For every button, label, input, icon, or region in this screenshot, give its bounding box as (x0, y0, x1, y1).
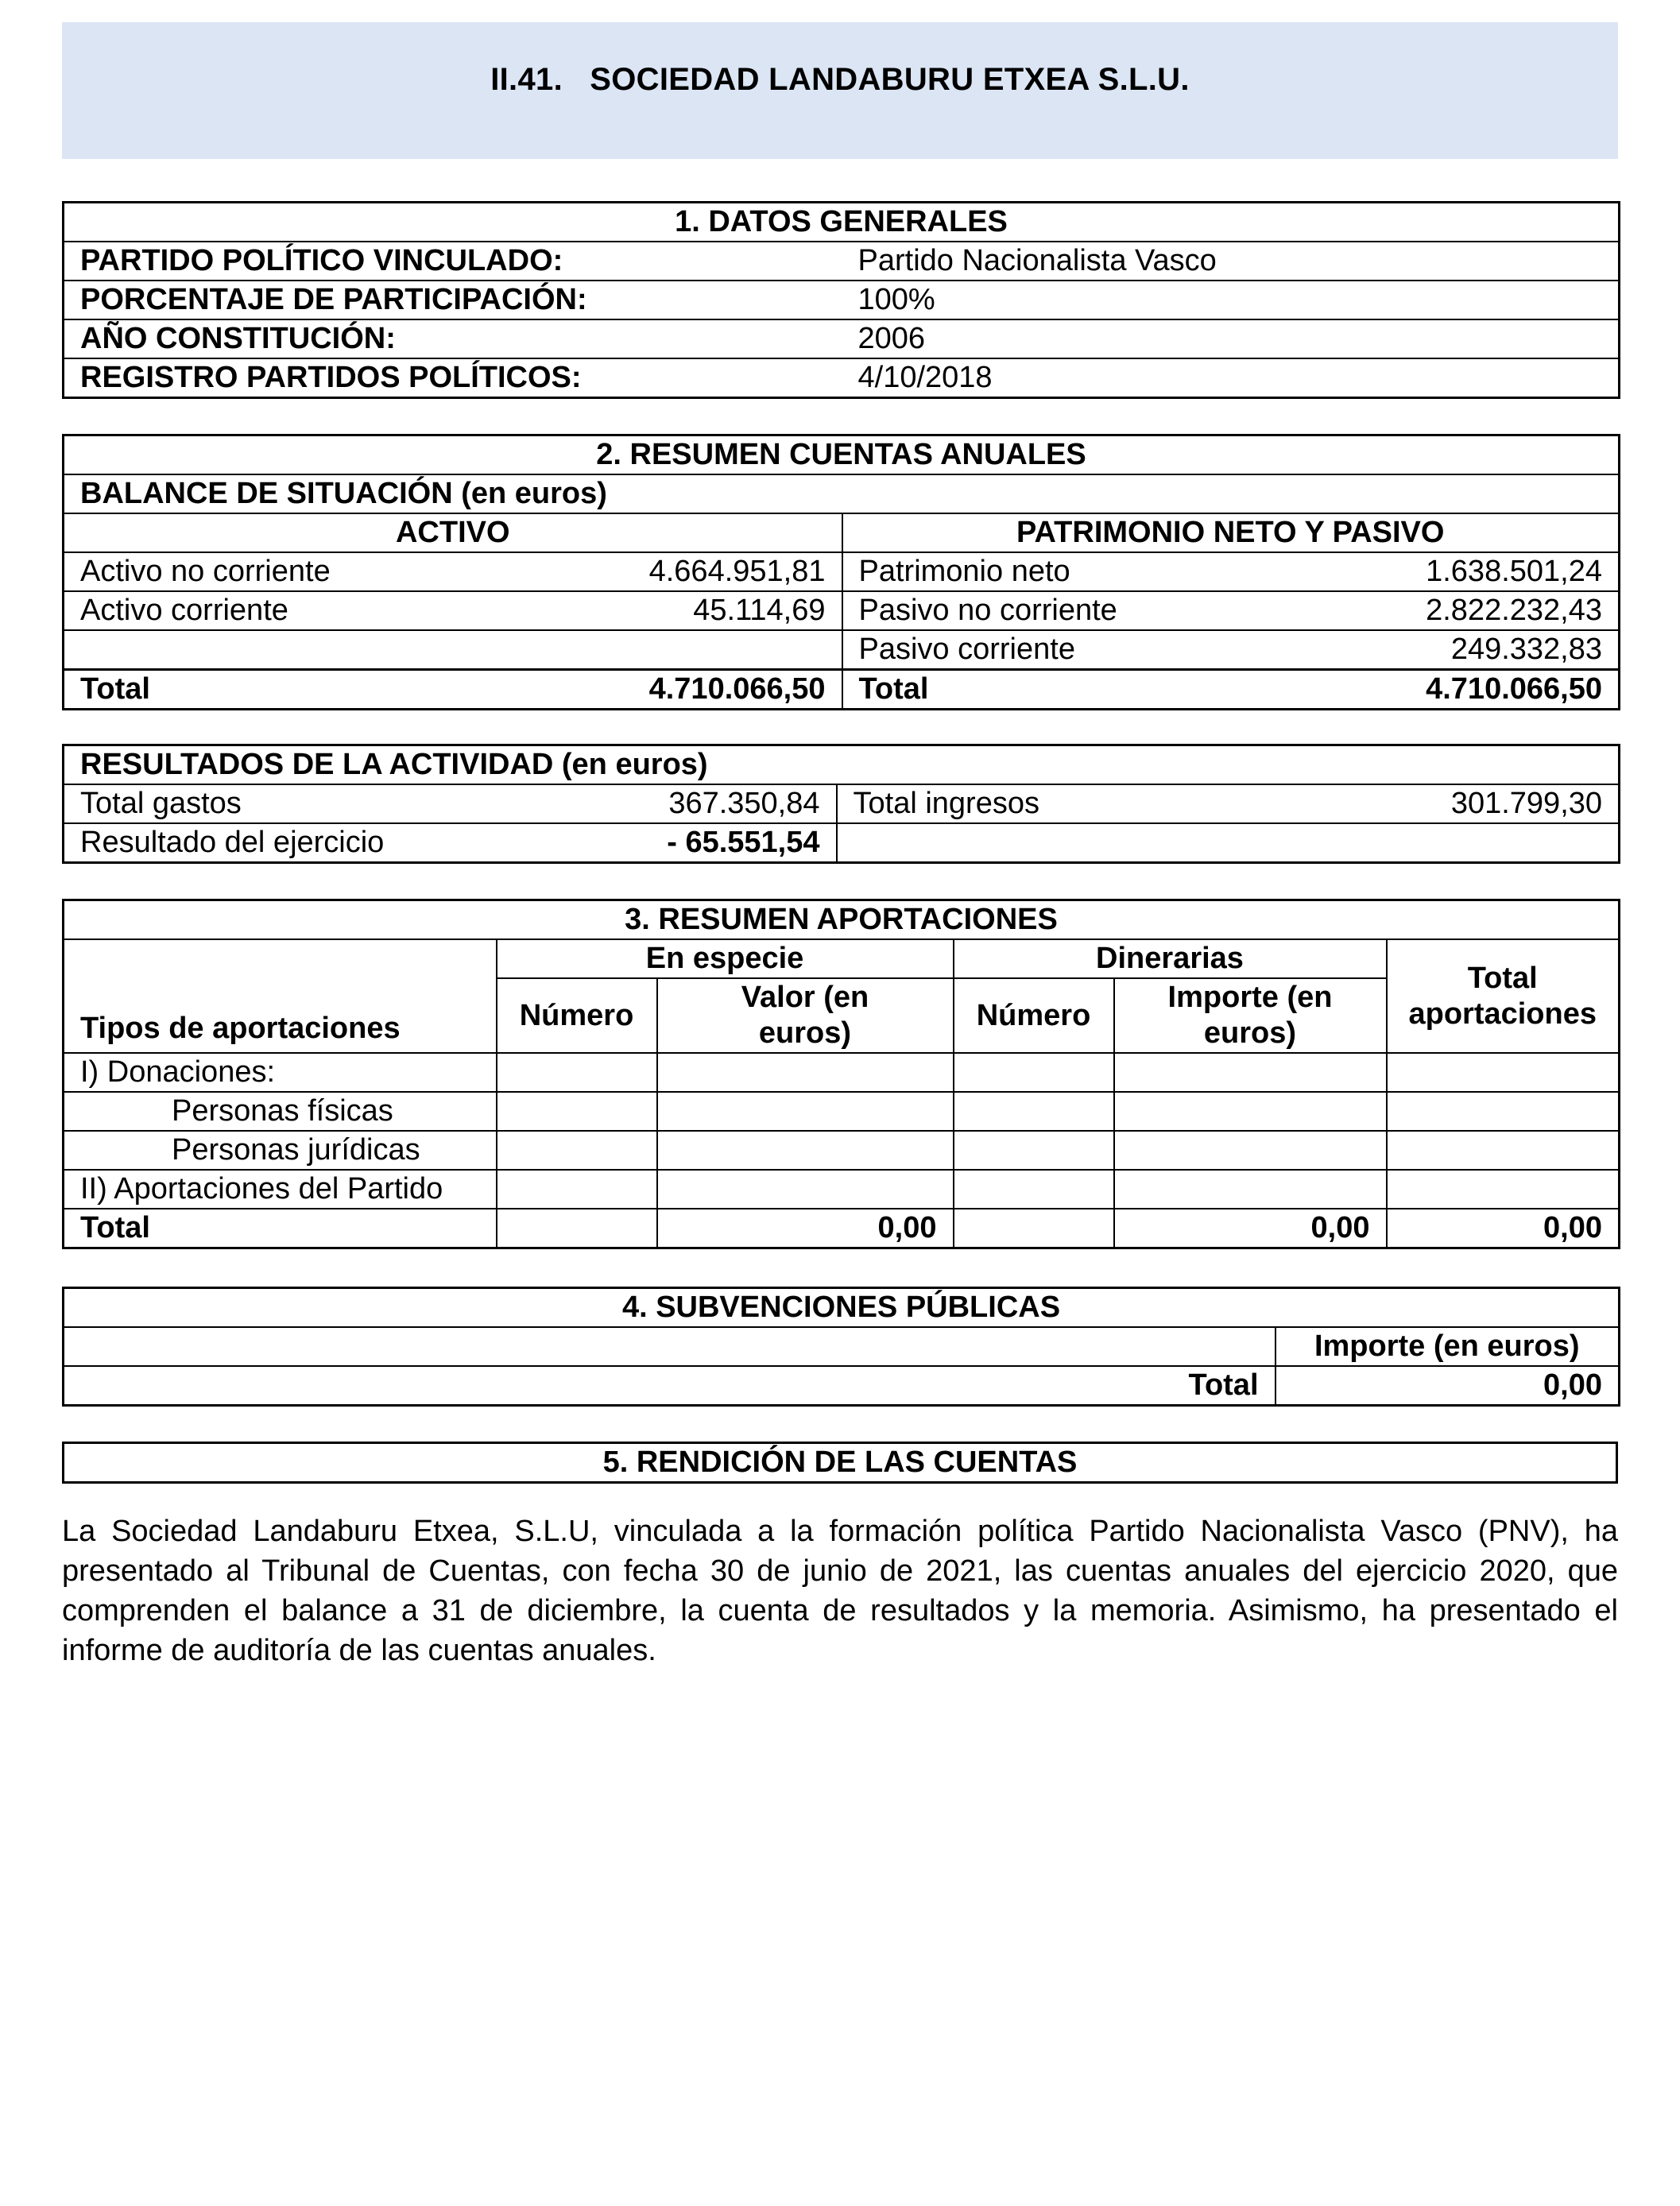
tipos-header: Tipos de aportaciones (64, 939, 497, 1053)
row-value: 4/10/2018 (779, 358, 1620, 398)
table-row (64, 630, 1620, 670)
row-label: PARTIDO POLÍTICO VINCULADO: (64, 242, 779, 281)
row-label: AÑO CONSTITUCIÓN: (64, 319, 779, 358)
total-aportaciones-header: Total aportaciones (1387, 939, 1620, 1053)
importe-header: Importe (en euros) (1114, 978, 1387, 1053)
rendicion-table (62, 1442, 1618, 1484)
row-label: REGISTRO PARTIDOS POLÍTICOS: (64, 358, 779, 398)
table-row (64, 552, 1620, 591)
total-row (64, 1209, 1620, 1248)
total-row (64, 670, 1620, 710)
table-row (64, 242, 1620, 281)
row-label: I) Donaciones: (64, 1053, 497, 1092)
datos-generales-title: 1. DATOS GENERALES (64, 203, 1620, 242)
dinerarias-header: Dinerarias (954, 939, 1387, 978)
total-aportaciones-value: 0,00 (1387, 1209, 1620, 1248)
section-number: II.41. (490, 62, 563, 97)
ingresos-label: Total ingresos (837, 784, 1345, 823)
activo-total-label: Total (64, 670, 588, 710)
resultado-value: - 65.551,54 (588, 823, 837, 863)
rendicion-title: 5. RENDICIÓN DE LAS CUENTAS (64, 1443, 1617, 1483)
total-row (64, 1366, 1620, 1406)
aportaciones-table (62, 899, 1620, 1249)
pasivo-total-value: 4.710.066,50 (1351, 670, 1620, 710)
row-label: Personas jurídicas (64, 1131, 497, 1170)
activo-label: Activo corriente (64, 591, 588, 630)
table-row (64, 358, 1620, 398)
row-label: II) Aportaciones del Partido (64, 1170, 497, 1209)
resultados-table (62, 744, 1620, 864)
table-row (64, 1131, 1620, 1170)
aportaciones-title: 3. RESUMEN APORTACIONES (64, 900, 1620, 940)
ingresos-value: 301.799,30 (1345, 784, 1620, 823)
gastos-value: 367.350,84 (588, 784, 837, 823)
total-value: 0,00 (1275, 1366, 1620, 1406)
cuentas-anuales-title: 2. RESUMEN CUENTAS ANUALES (64, 435, 1620, 475)
row-value: 2006 (779, 319, 1620, 358)
importe-header: Importe (en euros) (1275, 1327, 1620, 1366)
table-row (64, 591, 1620, 630)
row-label: PORCENTAJE DE PARTICIPACIÓN: (64, 281, 779, 319)
cuentas-anuales-table (62, 434, 1620, 710)
total-label: Total (64, 1209, 497, 1248)
pasivo-value: 1.638.501,24 (1351, 552, 1620, 591)
activo-label: Activo no corriente (64, 552, 588, 591)
pasivo-label: Patrimonio neto (842, 552, 1351, 591)
resultados-title: RESULTADOS DE LA ACTIVIDAD (en euros) (64, 745, 1620, 785)
activo-value: 4.664.951,81 (588, 552, 842, 591)
section-title-banner (62, 22, 1618, 159)
numero-header: Número (954, 978, 1114, 1053)
row-label: Personas físicas (64, 1092, 497, 1131)
subvenciones-title: 4. SUBVENCIONES PÚBLICAS (64, 1288, 1620, 1328)
table-row (64, 823, 1620, 863)
pasivo-label: Pasivo corriente (842, 630, 1351, 670)
empty-cell (64, 1327, 1275, 1366)
datos-generales-table (62, 201, 1620, 399)
total-label: Total (64, 1366, 1275, 1406)
pasivo-value: 249.332,83 (1351, 630, 1620, 670)
activo-total-value: 4.710.066,50 (588, 670, 842, 710)
pasivo-header: PATRIMONIO NETO Y PASIVO (842, 513, 1620, 552)
activo-value (588, 630, 842, 670)
activo-value: 45.114,69 (588, 591, 842, 630)
table-row (64, 1092, 1620, 1131)
numero-header: Número (497, 978, 657, 1053)
pasivo-value: 2.822.232,43 (1351, 591, 1620, 630)
pasivo-total-label: Total (842, 670, 1351, 710)
resultado-label: Resultado del ejercicio (64, 823, 588, 863)
table-row (64, 784, 1620, 823)
total-valor: 0,00 (657, 1209, 954, 1248)
row-value: Partido Nacionalista Vasco (779, 242, 1620, 281)
gastos-label: Total gastos (64, 784, 588, 823)
table-row (64, 1053, 1620, 1092)
table-row (64, 1170, 1620, 1209)
company-name: SOCIEDAD LANDABURU ETXEA S.L.U. (590, 62, 1190, 97)
pasivo-label: Pasivo no corriente (842, 591, 1351, 630)
activo-label (64, 630, 588, 670)
row-value: 100% (779, 281, 1620, 319)
valor-header: Valor (en euros) (657, 978, 954, 1053)
rendicion-paragraph: La Sociedad Landaburu Etxea, S.L.U, vinculada a la formación política Partido Nacionalista Vasco (PNV), ha presentado al Tribunal de Cuentas, con fecha 30 de junio de 2021, las cuentas anuales del ejercicio 2020, que comprenden el balance a 31 de diciembre, la cuenta de resultados y la memoria. Asimismo, ha presentado el informe de auditoría de las cuentas anuales. (62, 1515, 1618, 1667)
subvenciones-table (62, 1287, 1620, 1407)
balance-title: BALANCE DE SITUACIÓN (en euros) (64, 474, 1620, 513)
table-row (64, 319, 1620, 358)
activo-header: ACTIVO (64, 513, 842, 552)
empty-cell (837, 823, 1620, 863)
total-importe: 0,00 (1114, 1209, 1387, 1248)
en-especie-header: En especie (497, 939, 954, 978)
table-row (64, 281, 1620, 319)
